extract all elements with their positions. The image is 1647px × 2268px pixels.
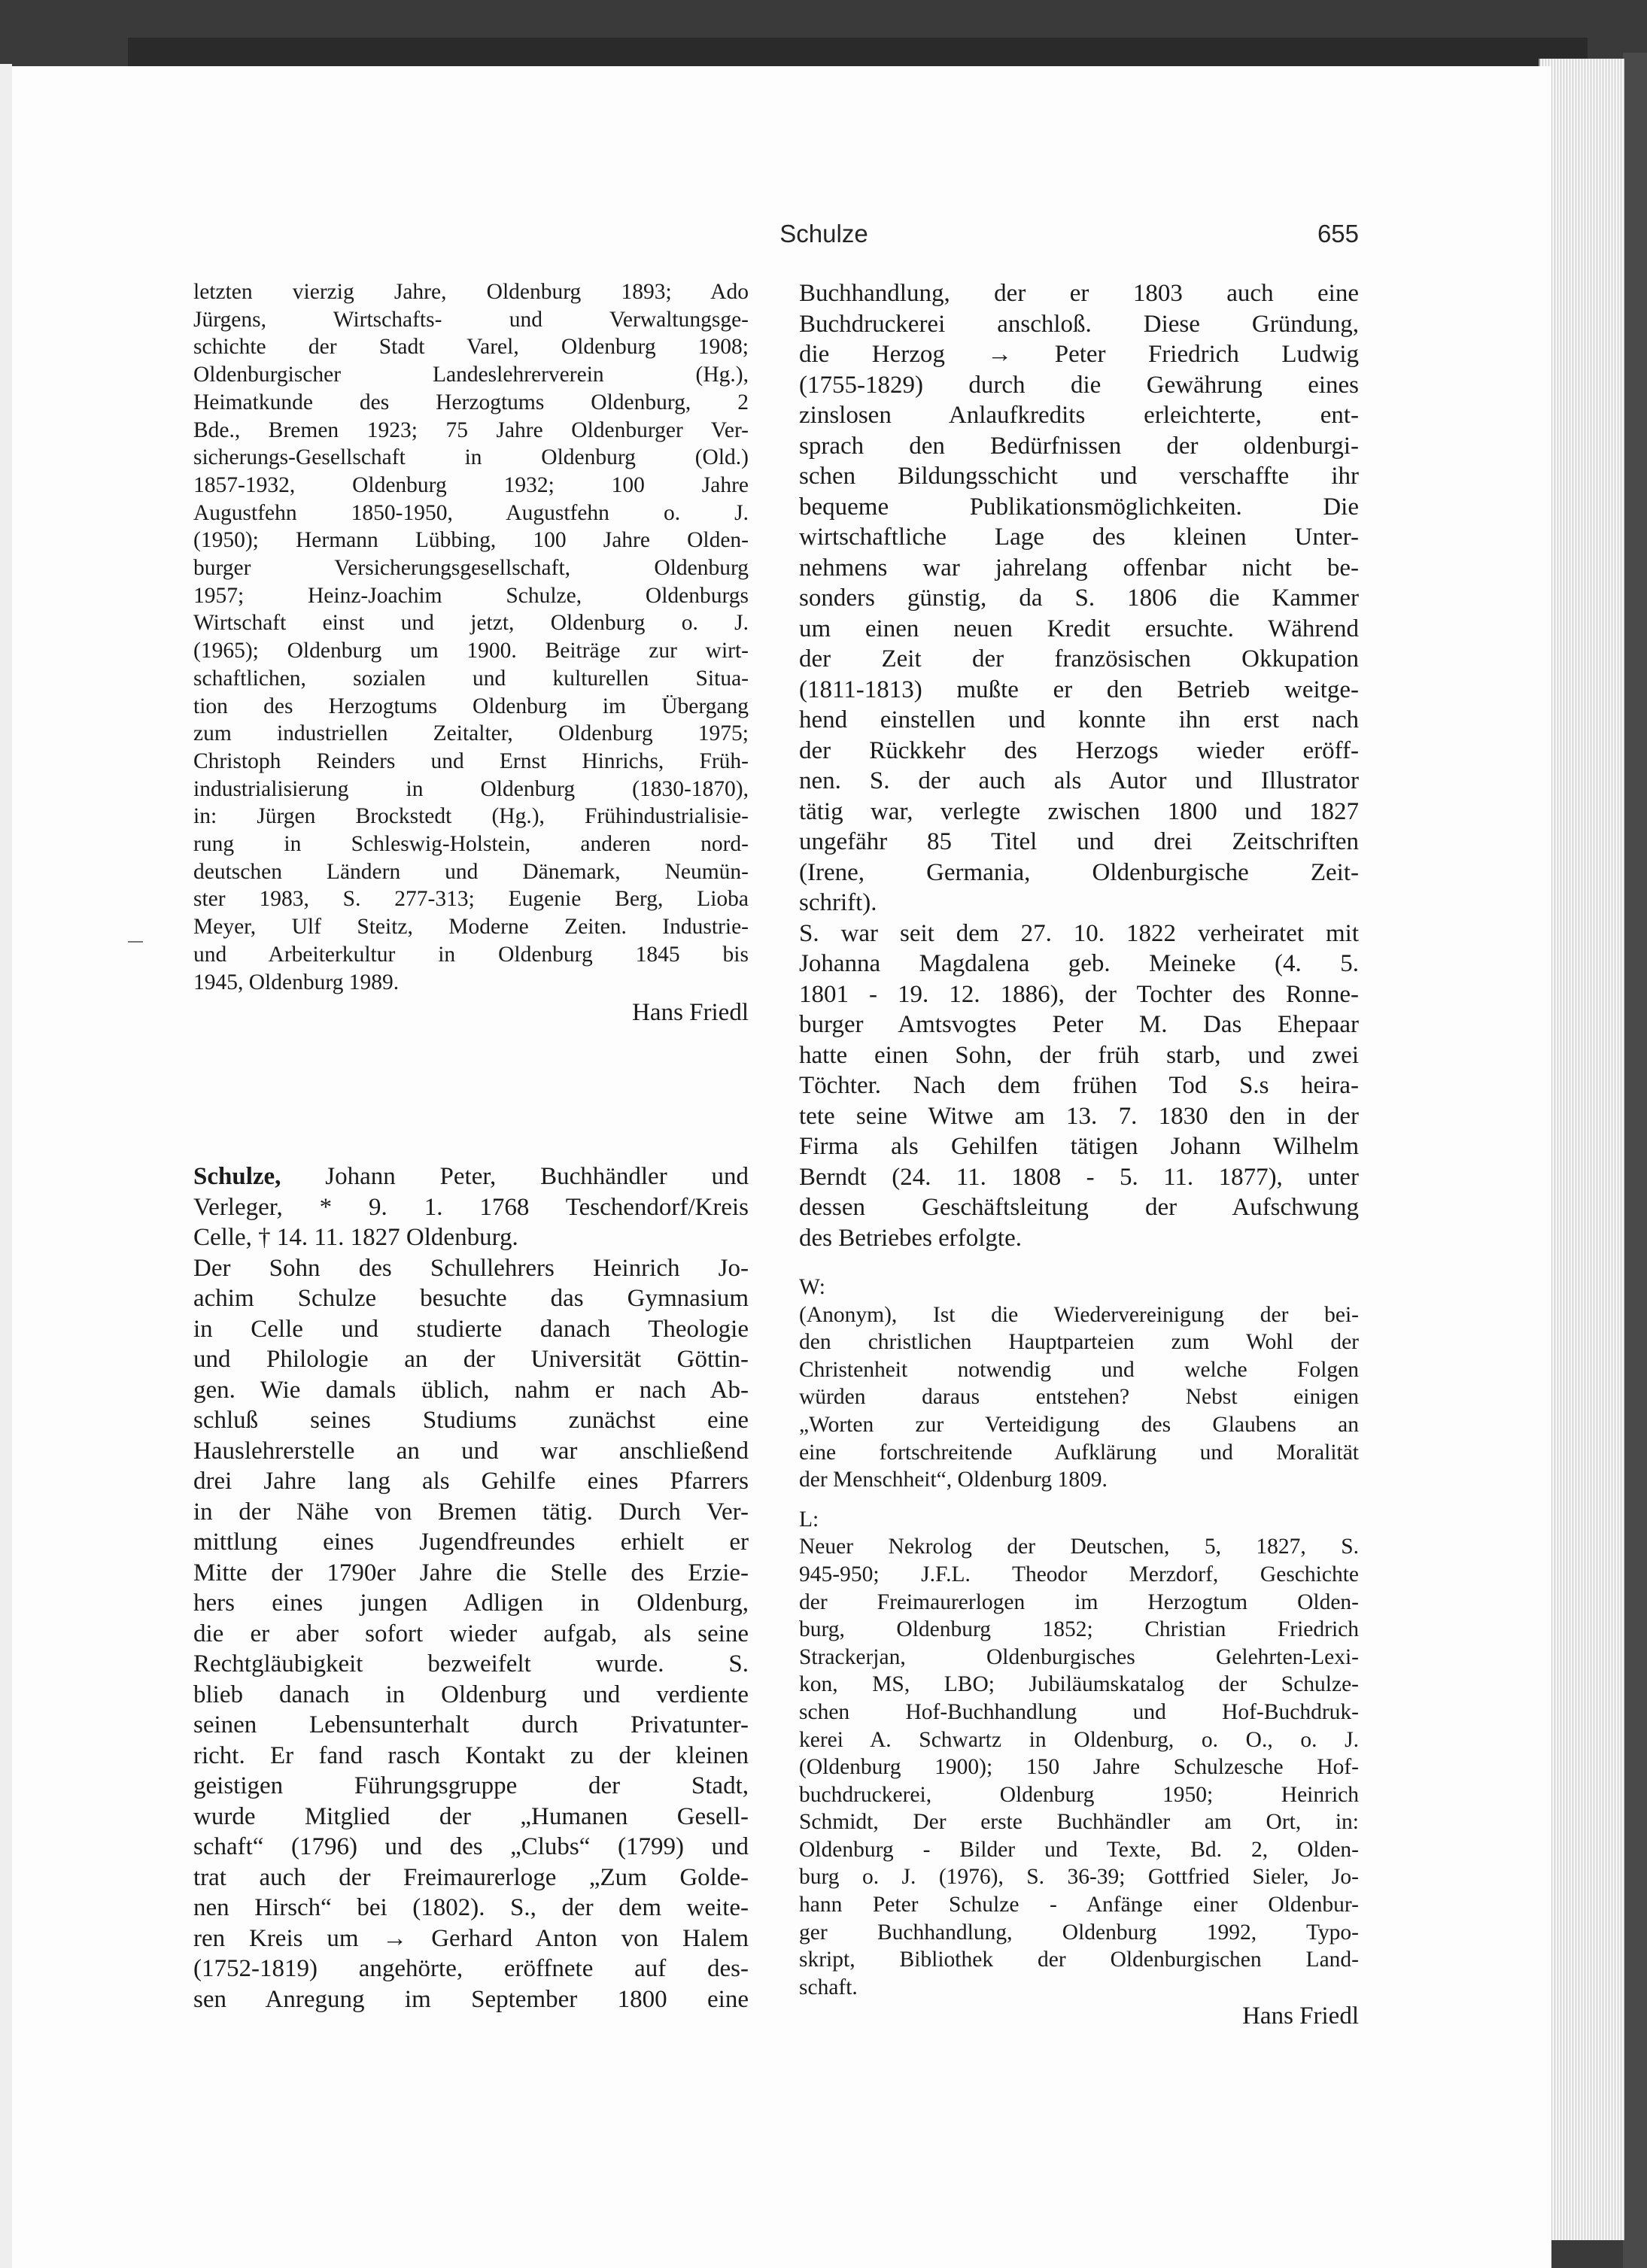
text-line: in der Nähe von Bremen tätig. Durch Ver- <box>193 1498 749 1526</box>
text-line: Der Sohn des Schullehrers Heinrich Jo- <box>193 1254 749 1282</box>
text-line: Schmidt, Der erste Buchhändler am Ort, in: <box>799 1810 1359 1835</box>
page-stack-edge <box>1539 59 1624 2240</box>
text-line: Augustfehn 1850-1950, Augustfehn o. J. <box>193 500 749 525</box>
works-label: W: <box>799 1275 825 1299</box>
text-line: Jürgens, Wirtschafts- und Verwaltungsge- <box>193 307 749 332</box>
text-line: Christenheit notwendig und welche Folgen <box>799 1357 1359 1382</box>
text-line: rung in Schleswig-Holstein, anderen nord- <box>193 832 749 857</box>
text-line: Oldenburg - Bilder und Texte, Bd. 2, Olden- <box>799 1837 1359 1862</box>
text-line: (1965); Oldenburg um 1900. Beiträge zur wirt- <box>193 639 749 663</box>
text-line: hers eines jungen Adligen in Oldenburg, <box>193 1589 749 1617</box>
text-line: nehmens war jahrelang offenbar nicht be- <box>799 554 1359 581</box>
text-line: (1950); Hermann Lübbing, 100 Jahre Olden- <box>193 528 749 553</box>
text-line: in: Jürgen Brockstedt (Hg.), Frühindustrialisie- <box>193 804 749 829</box>
text-line: Wirtschaft einst und jetzt, Oldenburg o. J. <box>193 611 749 636</box>
text-line: Hauslehrerstelle an und war anschließend <box>193 1437 749 1465</box>
text-line: Neuer Nekrolog der Deutschen, 5, 1827, S. <box>799 1535 1359 1559</box>
running-title: Schulze <box>779 220 868 247</box>
text-line: gen. Wie damals üblich, nahm er nach Ab- <box>193 1376 749 1404</box>
text-line: drei Jahre lang als Gehilfe eines Pfarrers <box>193 1468 749 1495</box>
text-line: 1857-1932, Oldenburg 1932; 100 Jahre <box>193 472 749 497</box>
text-line: deutschen Ländern und Dänemark, Neumün- <box>193 859 749 884</box>
text-line: tete seine Witwe am 13. 7. 1830 den in der <box>799 1102 1359 1130</box>
margin-mark <box>128 941 143 943</box>
text-line: schaftlichen, sozialen und kulturellen Situa- <box>193 666 749 691</box>
text-line: der Freimaurerlogen im Herzogtum Olden- <box>799 1589 1359 1614</box>
text-line: 1957; Heinz-Joachim Schulze, Oldenburgs <box>193 583 749 608</box>
text-line: den christlichen Hauptparteien zum Wohl der <box>799 1330 1359 1355</box>
text-line: würden daraus entstehen? Nebst einigen <box>799 1385 1359 1410</box>
text-line: schaft“ (1796) und des „Clubs“ (1799) und <box>193 1833 749 1860</box>
text-line: hatte einen Sohn, der früh starb, und zwei <box>799 1041 1359 1069</box>
text-line: sprach den Bedürfnissen der oldenburgi- <box>799 432 1359 460</box>
text-line: industrialisierung in Oldenburg (1830-1870), <box>193 776 749 801</box>
text-line: wirtschaftliche Lage des kleinen Unter- <box>799 524 1359 551</box>
text-line: und Philologie an der Universität Göttin- <box>193 1346 749 1373</box>
entry-heading-line <box>193 1161 749 1192</box>
text-line: Bde., Bremen 1923; 75 Jahre Oldenburger Ver- <box>193 417 749 442</box>
text-line: burger Amtsvogtes Peter M. Das Ehepaar <box>799 1011 1359 1038</box>
text-line: hend einstellen und konnte ihn erst nach <box>799 706 1359 733</box>
text-line: (Anonym), Ist die Wiedervereinigung der bei- <box>799 1302 1359 1327</box>
text-line: tion des Herzogtums Oldenburg im Übergang <box>193 694 749 718</box>
text-line: sicherungs-Gesellschaft in Oldenburg (Old.) <box>193 445 749 470</box>
text-line: Töchter. Nach dem frühen Tod S.s heira- <box>799 1072 1359 1099</box>
text-line: wurde Mitglied der „Humanen Gesell- <box>193 1802 749 1830</box>
text-line: Buchdruckerei anschloß. Diese Gründung, <box>799 310 1359 338</box>
text-line: ungefähr 85 Titel und drei Zeitschriften <box>799 828 1359 855</box>
text-line: die er aber sofort wieder aufgab, als seine <box>193 1620 749 1647</box>
text-line: mittlung eines Jugendfreundes erhielt er <box>193 1529 749 1556</box>
text-line: burger Versicherungsgesellschaft, Oldenburg <box>193 556 749 581</box>
text-line: eine fortschreitende Aufklärung und Moralität <box>799 1440 1359 1465</box>
author-signature: Hans Friedl <box>1242 2002 1359 2030</box>
text-line: (Irene, Germania, Oldenburgische Zeit- <box>799 858 1359 886</box>
text-line: (1755-1829) durch die Gewährung eines <box>799 371 1359 399</box>
text-line: „Worten zur Verteidigung des Glaubens an <box>799 1412 1359 1437</box>
text-line: zinslosen Anlaufkredits erleichterte, ent- <box>799 402 1359 429</box>
text-line: ster 1983, S. 277-313; Eugenie Berg, Lioba <box>193 887 749 912</box>
text-line: skript, Bibliothek der Oldenburgischen Land- <box>799 1948 1359 1972</box>
facing-page-edge <box>0 64 12 2268</box>
text-line: Firma als Gehilfen tätigen Johann Wilhelm <box>799 1133 1359 1160</box>
text-line: schluß seines Studiums zunächst eine <box>193 1407 749 1434</box>
text-line: kerei A. Schwartz in Oldenburg, o. O., o. J. <box>799 1727 1359 1752</box>
text-line: letzten vierzig Jahre, Oldenburg 1893; Ado <box>193 280 749 304</box>
author-signature: Hans Friedl <box>632 999 749 1027</box>
text-line: S. war seit dem 27. 10. 1822 verheiratet mit <box>799 919 1359 947</box>
text-line: Celle, † 14. 11. 1827 Oldenburg. <box>193 1224 518 1251</box>
text-line: der Zeit der französischen Okkupation <box>799 645 1359 673</box>
text-line: ger Buchhandlung, Oldenburg 1992, Typo- <box>799 1920 1359 1945</box>
text-line: 1801 - 19. 12. 1886), der Tochter des Ronne- <box>799 980 1359 1008</box>
text-line: um einen neuen Kredit ersuchte. Während <box>799 615 1359 642</box>
text-line: seinen Lebensunterhalt durch Privatunter- <box>193 1711 749 1738</box>
entry-body-left <box>193 1161 749 2014</box>
text-line: Strackerjan, Oldenburgisches Gelehrten-Lexi- <box>799 1644 1359 1669</box>
text-line: trat auch der Freimaurerloge „Zum Golde- <box>193 1863 749 1891</box>
text-line: Verleger, * 9. 1. 1768 Teschendorf/Kreis <box>193 1193 749 1221</box>
text-line: tätig war, verlegte zwischen 1800 und 1827 <box>799 797 1359 825</box>
entry-headword: Schulze, <box>193 1163 281 1190</box>
text-line: blieb danach in Oldenburg und verdiente <box>193 1681 749 1708</box>
text-line: Christoph Reinders und Ernst Hinrichs, Früh- <box>193 748 749 773</box>
text-line: schichte der Stadt Varel, Oldenburg 1908; <box>193 335 749 360</box>
page-number: 655 <box>1317 220 1359 247</box>
literature-label: L: <box>799 1507 819 1532</box>
previous-entry-literature <box>193 278 749 1028</box>
text-line: Berndt (24. 11. 1808 - 5. 11. 1877), unter <box>799 1163 1359 1191</box>
text-line: der Rückkehr des Herzogs wieder eröff- <box>799 736 1359 764</box>
text-line: des Betriebes erfolgte. <box>799 1224 1022 1252</box>
text-line: die Herzog → Peter Friedrich Ludwig <box>799 341 1359 368</box>
text-line: (1811-1813) mußte er den Betrieb weitge- <box>799 676 1359 703</box>
text-line: Buchhandlung, der er 1803 auch eine <box>799 280 1359 307</box>
text-line: (Oldenburg 1900); 150 Jahre Schulzesche Hof- <box>799 1755 1359 1780</box>
text-line: richt. Er fand rasch Kontakt zu der kleinen <box>193 1741 749 1769</box>
text-line: schen Hof-Buchhandlung und Hof-Buchdruk- <box>799 1699 1359 1724</box>
text-line: der Menschheit“, Oldenburg 1809. <box>799 1468 1108 1492</box>
text-line: in Celle und studierte danach Theologie <box>193 1315 749 1343</box>
text-line: Heimatkunde des Herzogtums Oldenburg, 2 <box>193 390 749 414</box>
section-gap <box>799 1494 1359 1506</box>
text-line: (1752-1819) angehörte, eröffnete auf des- <box>193 1955 749 1982</box>
book-spine-shadow <box>1623 53 1647 2268</box>
text-line: und Arbeiterkultur in Oldenburg 1845 bis <box>193 942 749 967</box>
text-line: achim Schulze besuchte das Gymnasium <box>193 1285 749 1312</box>
text-line: sonders günstig, da S. 1806 die Kammer <box>799 584 1359 612</box>
text-line: schaft. <box>799 1975 858 1999</box>
text-line: Meyer, Ulf Steitz, Moderne Zeiten. Industrie- <box>193 915 749 940</box>
text-line: 1945, Oldenburg 1989. <box>193 970 400 994</box>
entry-bibliography <box>799 1274 1359 2031</box>
text-line: Oldenburgischer Landeslehrerverein (Hg.), <box>193 363 749 387</box>
text-line: hann Peter Schulze - Anfänge einer Oldenbur- <box>799 1893 1359 1917</box>
text-line: geistigen Führungsgruppe der Stadt, <box>193 1772 749 1799</box>
text-line: sen Anregung im September 1800 eine <box>193 1985 749 2013</box>
entry-heading-rest: Johann Peter, Buchhändler und <box>281 1163 749 1190</box>
text-line: buchdruckerei, Oldenburg 1950; Heinrich <box>799 1782 1359 1807</box>
text-line: Johanna Magdalena geb. Meineke (4. 5. <box>799 950 1359 977</box>
text-line: schrift). <box>799 889 877 916</box>
text-line: bequeme Publikationsmöglichkeiten. Die <box>799 493 1359 521</box>
text-line: burg, Oldenburg 1852; Christian Friedrich <box>799 1617 1359 1642</box>
text-line: 945-950; J.F.L. Theodor Merzdorf, Geschichte <box>799 1562 1359 1586</box>
text-line: burg o. J. (1976), S. 36-39; Gottfried Sieler, Jo- <box>799 1865 1359 1890</box>
text-line: kon, MS, LBO; Jubiläumskatalog der Schulze- <box>799 1672 1359 1697</box>
text-line: zum industriellen Zeitalter, Oldenburg 1975; <box>193 721 749 746</box>
entry-body-right <box>799 278 1359 1253</box>
text-line: schen Bildungsschicht und verschaffte ihr <box>799 463 1359 490</box>
text-line: Rechtgläubigkeit bezweifelt wurde. S. <box>193 1650 749 1677</box>
text-line: Mitte der 1790er Jahre die Stelle des Erzie- <box>193 1559 749 1586</box>
text-line: dessen Geschäftsleitung der Aufschwung <box>799 1194 1359 1221</box>
text-line: nen Hirsch“ bei (1802). S., der dem weite- <box>193 1894 749 1921</box>
text-line: ren Kreis um → Gerhard Anton von Halem <box>193 1924 749 1952</box>
text-line: nen. S. der auch als Autor und Illustrator <box>799 767 1359 794</box>
